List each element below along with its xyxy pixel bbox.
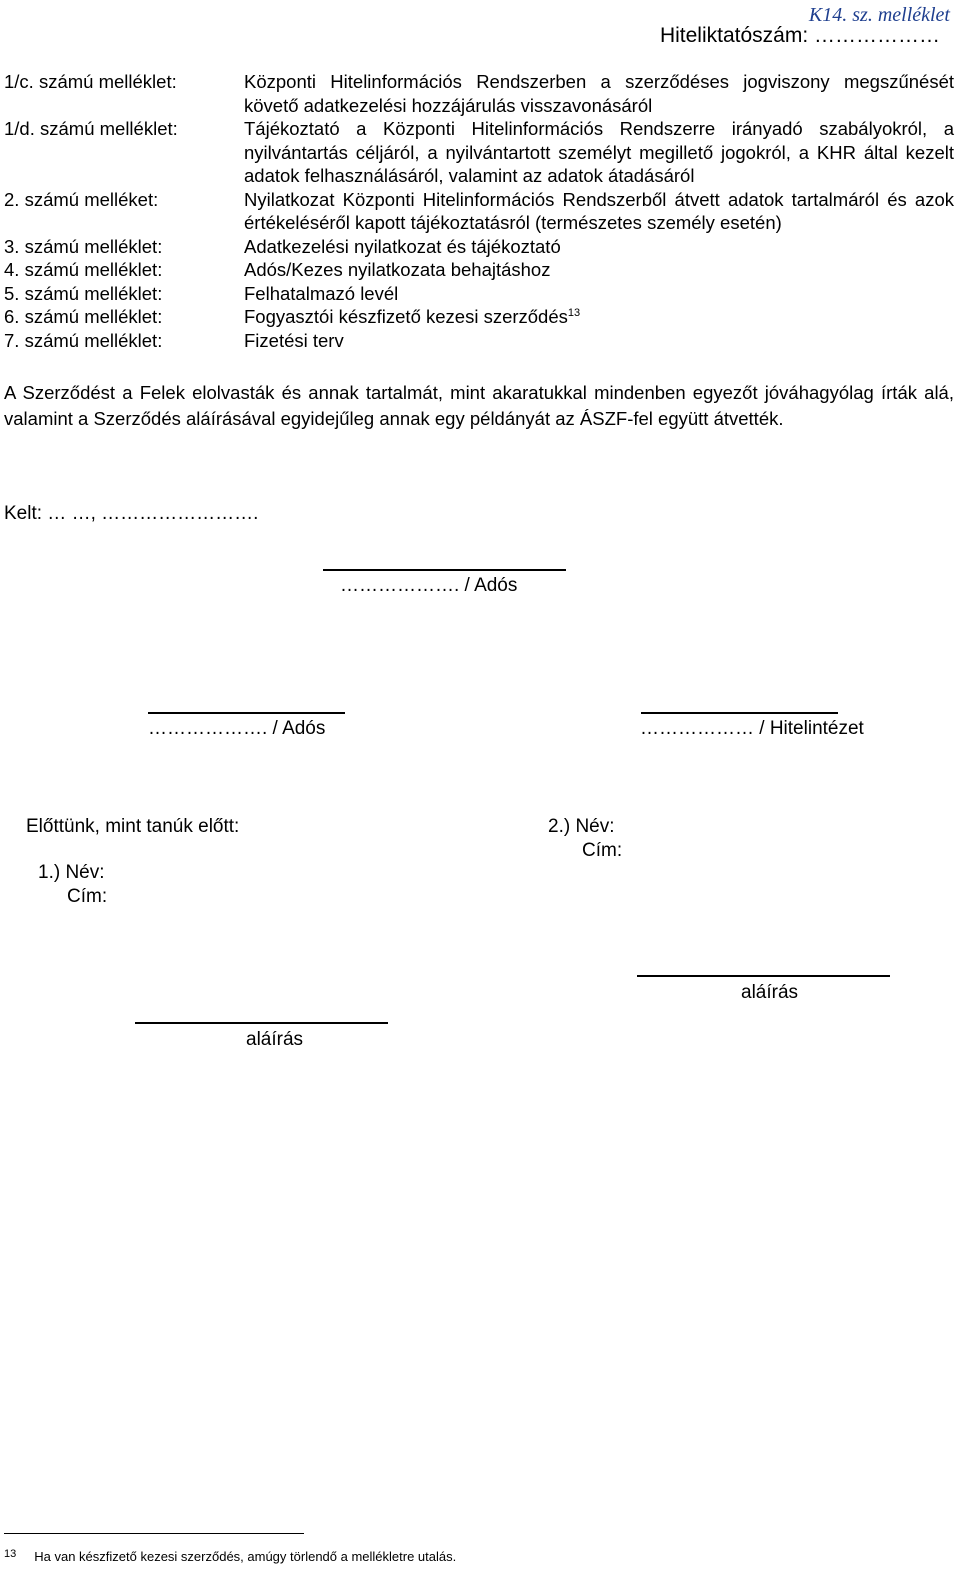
annex-item (4, 329, 954, 353)
annex-item (4, 258, 954, 282)
annex-text: Nyilatkozat Központi Hitelinformációs Rendszerből átvett adatok tartalmáról és azok értékeléséről kapott tájékoztatásról (természetes személy esetén) (244, 188, 954, 233)
annex-text: Felhatalmazó levél (244, 282, 399, 304)
reference-number (660, 24, 940, 48)
annex-label: 2. számú melléket: (4, 188, 159, 210)
annex-item (4, 305, 954, 329)
debtor-signature-label: ………………. / Adós (340, 575, 518, 596)
annex-item (4, 117, 954, 188)
reference-value: ……………… (808, 24, 940, 47)
witness-1-address: Cím: (67, 886, 108, 907)
annex-label: 6. számú melléklet: (4, 306, 163, 327)
annex-list (4, 70, 954, 352)
annex-label: 4. számú melléklet: (4, 259, 163, 280)
signature-line (323, 569, 566, 571)
witness-2-signature-line (637, 975, 890, 977)
witness-2-name: 2.) Név: (548, 816, 615, 837)
footnote-number: 13 (4, 1548, 17, 1560)
annex-label: 1/c. számú melléklet: (4, 71, 177, 92)
annex-text: Tájékoztató a Központi Hitelinformációs Rendszerre irányadó szabályokról, a nyilvántartás céljáról, a nyilvántartott személyt megillető jogokról, a KHR által kezelt adatok felhasználásáról, valamint az adatok átadásáról (244, 118, 954, 186)
signature-line (641, 712, 838, 714)
annex-text: Fogyasztói készfizető kezesi szerződés (244, 306, 568, 327)
annex-item (4, 70, 954, 117)
witnesses-intro: Előttünk, mint tanúk előtt: (26, 816, 240, 837)
footnote-reference[interactable]: 13 (567, 306, 581, 319)
agreement-statement: A Szerződést a Felek elolvasták és annak tartalmát, mint akaratukkal mindenben egyezőt jóváhagyólag írták alá, valamint a Szerződés aláírásával egyidejűleg annak egy példányát az ÁSZF-fel együtt átvették. (4, 382, 954, 429)
annex-text-with-footnote (244, 305, 954, 329)
annex-item (4, 235, 954, 259)
annex-label: 1/d. számú melléklet: (4, 118, 178, 139)
debtor-signature-label: ………………. / Adós (148, 718, 326, 739)
signature-line (148, 712, 345, 714)
reference-label: Hiteliktatószám: (659, 24, 809, 47)
annex-label: 7. számú melléklet: (4, 329, 163, 351)
bank-signature-label: ……………… / Hitelintézet (640, 718, 864, 739)
witness-1-signature-line (135, 1022, 388, 1024)
annex-item (4, 282, 954, 306)
annex-item (4, 188, 954, 235)
annex-text: Központi Hitelinformációs Rendszerben a szerződéses jogviszony megszűnését követő adatkezelési hozzájárulás visszavonásáról (244, 71, 954, 116)
footnote-separator (4, 1533, 304, 1534)
footnote (4, 1548, 456, 1564)
witness-2-signature-label: aláírás (741, 982, 799, 1003)
annex-text: Adós/Kezes nyilatkozata behajtáshoz (244, 259, 551, 280)
annex-label: 5. számú melléklet: (4, 282, 163, 304)
annex-label: 3. számú melléklet: (4, 235, 163, 257)
footnote-text: Ha van készfizető kezesi szerződés, amúgy törlendő a mellékletre utalás. (34, 1549, 457, 1564)
witness-2-address: Cím: (582, 840, 623, 861)
date-line: Kelt: … …, ……………………. (4, 503, 259, 524)
annex-text: Adatkezelési nyilatkozat és tájékoztató (244, 235, 561, 257)
witness-1-name: 1.) Név: (38, 862, 105, 883)
annex-tag: K14. sz. melléklet (808, 4, 950, 26)
annex-text: Fizetési terv (244, 329, 344, 351)
witness-1-signature-label: aláírás (246, 1029, 304, 1050)
